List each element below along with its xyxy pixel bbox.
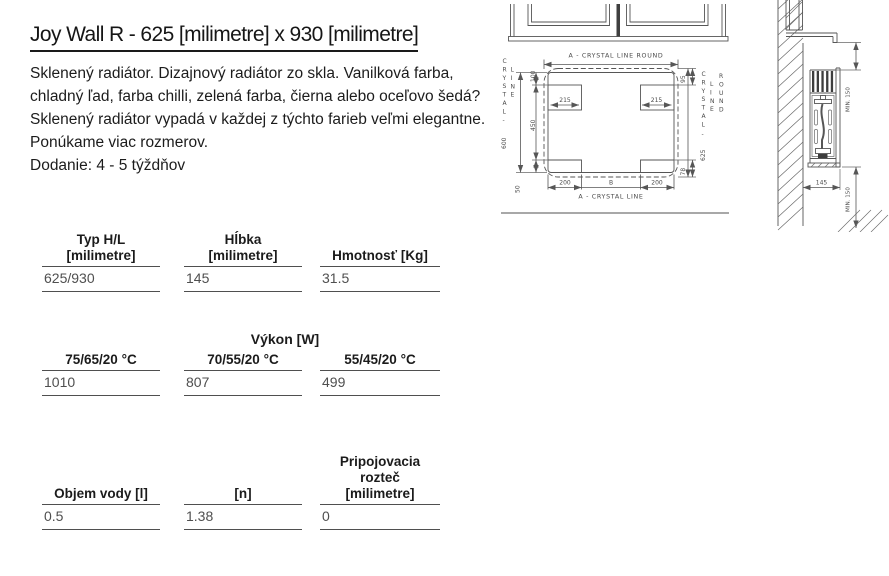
table-column <box>42 226 160 292</box>
dim-clearance-bottom: MIN. 150 <box>845 187 852 212</box>
right-system-word-round: R O U N D <box>719 73 724 114</box>
header-line: rozteč <box>360 470 400 485</box>
cell-value: 0 <box>320 505 440 530</box>
header-line: Typ H/L <box>76 232 126 247</box>
description-line: chladný ľad, farba chilli, zelená farba, čierna alebo oceľovo šedá? <box>30 88 481 105</box>
dim-top-margin-100: 100 <box>530 70 537 82</box>
column-header <box>320 350 440 371</box>
dim-bracket-span-450: 450 <box>530 119 537 131</box>
power-table <box>42 350 440 396</box>
cell-value: 1010 <box>42 371 160 396</box>
column-header <box>42 450 160 505</box>
dim-depth-145: 145 <box>815 179 828 187</box>
right-system-word-line: L I N E <box>710 81 715 114</box>
front-view-drawing <box>495 0 737 216</box>
connection-table <box>42 450 440 530</box>
shelf-section <box>786 0 837 43</box>
page-title: Joy Wall R - 625 [milimetre] x 930 [milimetre] <box>30 23 418 52</box>
cell-value: 145 <box>184 267 302 292</box>
table-column <box>184 226 302 292</box>
radiator-section <box>808 68 840 167</box>
dim-bottom-margin-50: 50 <box>514 185 522 193</box>
dim-label-crystal-line-round: A - CRYSTAL LINE ROUND <box>568 52 664 60</box>
header-line: Hmotnosť [Kg] <box>332 248 428 263</box>
table-column <box>42 450 160 530</box>
radiator-fins <box>812 71 833 92</box>
right-system-word-crystal: C R Y S T A L <box>701 71 706 129</box>
product-description <box>30 62 485 177</box>
power-group-header: Výkon [W] <box>250 331 320 347</box>
dim-right-bottom-78: 78 <box>680 167 687 176</box>
header-line: Objem vody [l] <box>54 486 148 501</box>
wall-section <box>778 0 803 230</box>
right-separator: - <box>701 131 704 139</box>
left-separator: - <box>502 117 505 125</box>
description-line: Sklenený radiátor vypadá v každej z týchto farieb veľmi elegantne. <box>30 111 486 128</box>
header-line: Hĺbka <box>224 232 262 247</box>
table-column <box>320 450 440 530</box>
side-view-drawing <box>758 0 889 232</box>
table-column <box>184 350 302 396</box>
dim-bottom-left: 200 <box>559 179 571 187</box>
table-column <box>184 450 302 530</box>
dim-height-625: 625 <box>700 149 707 161</box>
cell-value: 625/930 <box>42 267 160 292</box>
table-column <box>320 226 440 292</box>
header-line: [milimetre] <box>345 486 415 501</box>
description-line: Sklenený radiátor. Dizajnový radiátor zo skla. Vanilková farba, <box>30 65 454 82</box>
dim-bottom-right: 200 <box>651 179 663 187</box>
description-line: Dodanie: 4 - 5 týždňov <box>30 157 186 174</box>
column-header <box>184 450 302 505</box>
cell-value: 0.5 <box>42 505 160 530</box>
column-header <box>184 350 302 371</box>
dim-width-b: B <box>608 179 614 187</box>
radiator-outline <box>544 69 678 178</box>
header-line: 70/55/20 °C <box>207 352 279 367</box>
cell-value: 31.5 <box>320 267 440 292</box>
column-header <box>42 226 160 267</box>
dimensions-table <box>42 226 440 292</box>
header-line: 75/65/20 °C <box>65 352 137 367</box>
dim-clearance-top: MIN. 150 <box>845 87 852 112</box>
column-header <box>184 226 302 267</box>
left-system-word-crystal: C R Y S T A L <box>502 58 507 116</box>
left-system-word-line: L I N E <box>510 66 515 99</box>
header-line: [milimetre] <box>208 248 278 263</box>
header-line: [milimetre] <box>66 248 136 263</box>
dim-bracket-width-right: 215 <box>650 97 663 104</box>
cell-value: 499 <box>320 371 440 396</box>
table-column <box>42 350 160 396</box>
cross-section-view <box>509 4 729 41</box>
column-header <box>320 226 440 267</box>
column-header <box>42 350 160 371</box>
dim-right-top-95: 95 <box>680 75 687 83</box>
dim-label-crystal-line: A - CRYSTAL LINE <box>578 193 644 201</box>
table-column <box>320 350 440 396</box>
floor-hatching <box>838 210 888 232</box>
description-line: Ponúkame viac rozmerov. <box>30 134 209 151</box>
header-line: 55/45/20 °C <box>344 352 416 367</box>
cell-value: 1.38 <box>184 505 302 530</box>
dim-bracket-width-left: 215 <box>559 97 571 104</box>
header-line: [n] <box>234 486 252 501</box>
dim-height-600: 600 <box>501 137 508 149</box>
column-header <box>320 450 440 505</box>
header-line: Pripojovacia <box>339 454 421 469</box>
cell-value: 807 <box>184 371 302 396</box>
